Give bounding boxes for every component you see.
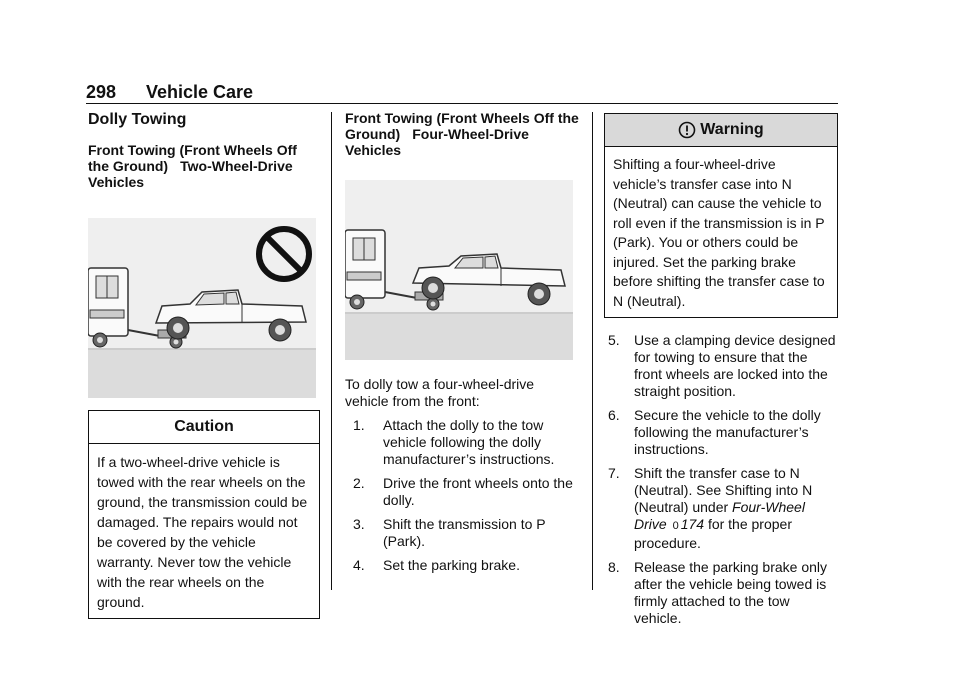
step-number: 7.	[608, 465, 620, 481]
column-middle	[345, 110, 581, 574]
warning-box	[604, 113, 838, 318]
step-number: 6.	[608, 407, 620, 423]
caution-text: If a two-wheel-drive vehicle is towed with the rear wheels on the ground, the transmission could be damaged. The repairs would not be covered by the vehicle warranty. Never tow the vehicle with the rear wheels on the ground.	[97, 454, 308, 610]
step-number: 8.	[608, 559, 620, 575]
subhead-tail: Four-Wheel-Drive Vehicles	[345, 126, 529, 158]
column-divider	[331, 112, 332, 590]
dolly-towing-heading: Dolly Towing	[88, 111, 187, 128]
page-reference-number[interactable]: 174	[680, 516, 705, 532]
column-divider	[592, 112, 593, 590]
list-item	[345, 557, 581, 574]
caution-box	[88, 410, 320, 619]
warning-title: Warning	[700, 121, 764, 138]
step-text: Use a clamping device designed for towing to ensure that the front wheels are locked into the straight position.	[634, 332, 836, 399]
list-item	[604, 407, 838, 458]
list-item	[604, 332, 838, 400]
step-text: Secure the vehicle to the dolly following the manufacturer’s instructions.	[634, 407, 821, 457]
caution-title: Caution	[89, 411, 319, 444]
step-text: Attach the dolly to the tow vehicle following the dolly manufacturer’s instructions.	[383, 417, 555, 467]
steps-list	[345, 417, 581, 574]
step-number: 1.	[353, 417, 365, 433]
step-number: 2.	[353, 475, 365, 491]
step-number: 4.	[353, 557, 365, 573]
step-text: Set the parking brake.	[383, 557, 520, 573]
four-wheel-drive-dolly-illustration	[345, 180, 573, 360]
intro-text: To dolly tow a four-wheel-drive vehicle from the front:	[345, 376, 535, 409]
four-wheel-drive-link[interactable]: Four-Wheel Drive	[634, 499, 805, 532]
step-number: 3.	[353, 516, 365, 532]
step-text-part: Shift the transfer case to N (Neutral). See Shifting into N (Neutral) under	[634, 465, 813, 515]
subhead-tail: Two-Wheel-Drive Vehicles	[88, 158, 293, 190]
list-item	[604, 465, 838, 552]
list-item	[345, 516, 581, 550]
warning-text: Shifting a four-wheel-drive vehicle’s transfer case into N (Neutral) can cause the vehicle to roll even if the transmission is in P (Park). You or others could be injured. Set the parking brake before shifting the transfer case to N (Neutral).	[613, 156, 825, 309]
page-reference-icon: 0	[672, 520, 679, 532]
two-wheel-drive-subheading	[88, 142, 320, 190]
list-item	[345, 417, 581, 468]
subhead-main: Front Towing (Front Wheels Off the Ground)	[345, 110, 579, 142]
four-wheel-drive-subheading	[345, 110, 581, 158]
step-number: 5.	[608, 332, 620, 348]
page-number: 298	[86, 82, 117, 102]
list-item	[345, 475, 581, 509]
column-left	[88, 110, 320, 619]
header-rule	[86, 103, 838, 104]
step-text-part: for the proper procedure.	[634, 516, 792, 551]
step-text: Shift the transmission to P (Park).	[383, 516, 546, 549]
subhead-main: Front Towing (Front Wheels Off the Ground)	[88, 142, 297, 174]
step-text: Drive the front wheels onto the dolly.	[383, 475, 573, 508]
step-text: Release the parking brake only after the vehicle being towed is firmly attached to the tow vehicle.	[634, 559, 828, 626]
step-text	[634, 465, 838, 552]
column-right	[604, 113, 838, 627]
steps-list-continued	[604, 332, 838, 627]
section-title: Vehicle Care	[146, 82, 254, 102]
two-wheel-drive-dolly-illustration	[88, 218, 316, 398]
list-item	[604, 559, 838, 627]
warning-header	[605, 114, 837, 147]
page-header	[86, 82, 838, 104]
warning-icon	[678, 121, 696, 139]
